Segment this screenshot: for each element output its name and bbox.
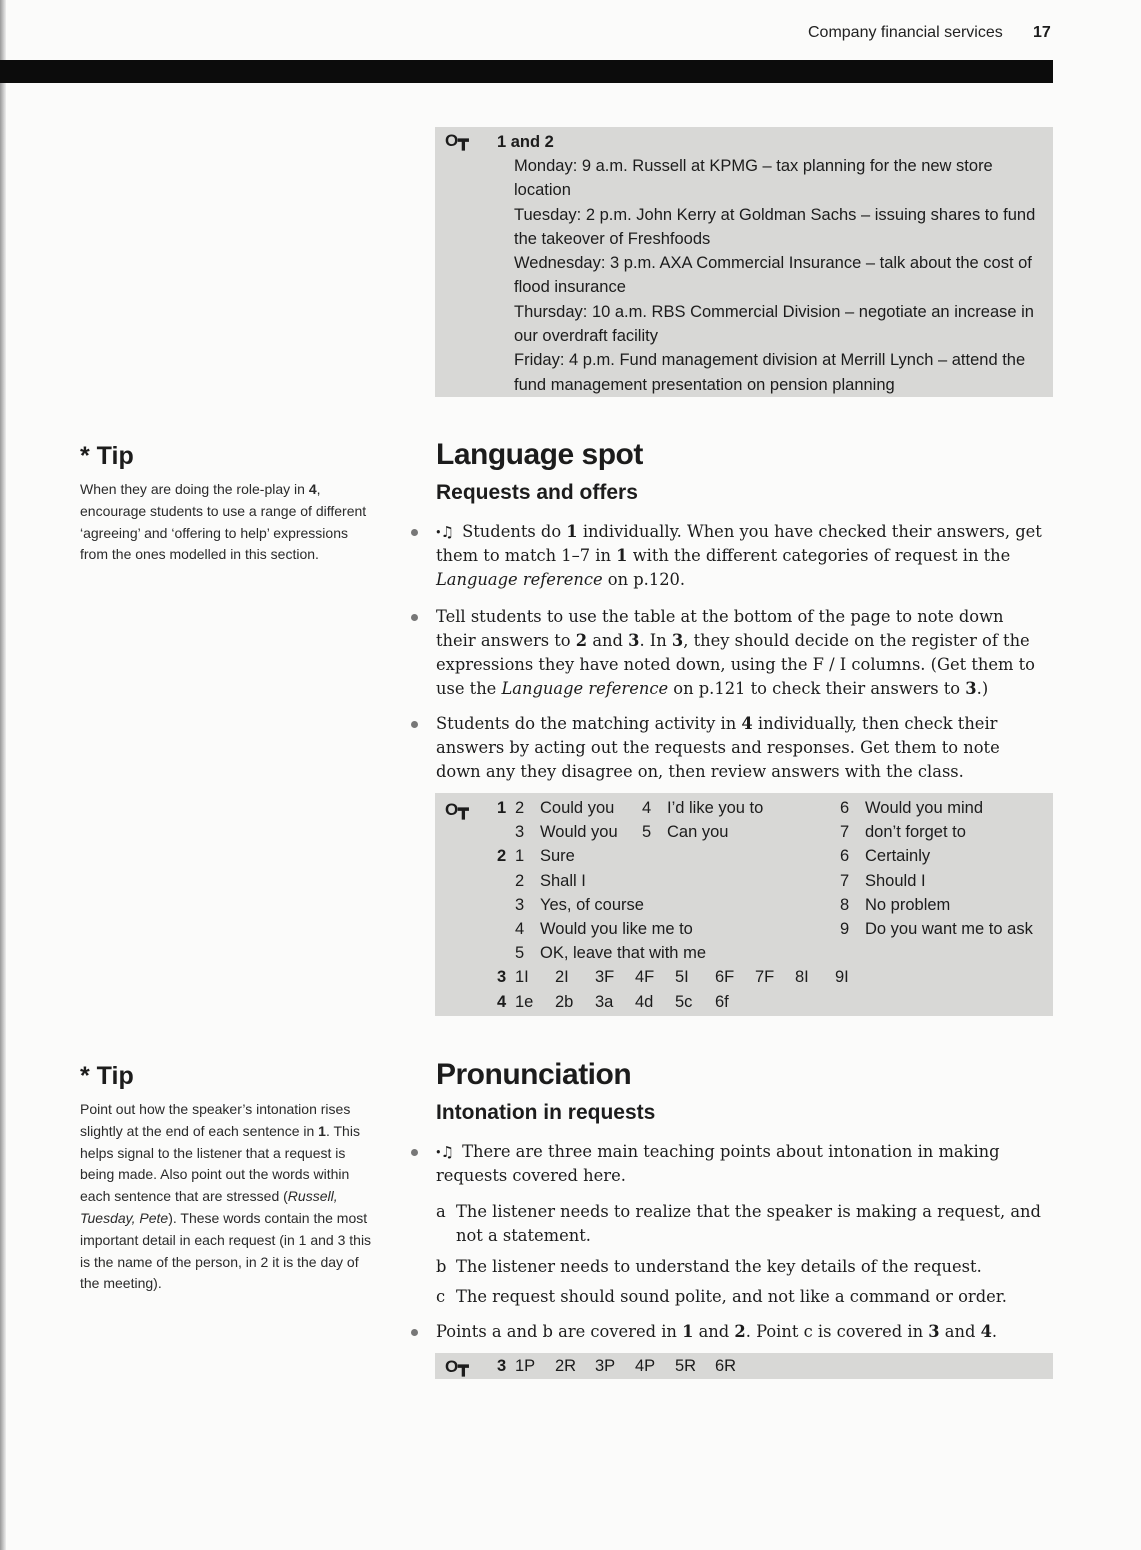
register-answer: 6F (715, 968, 735, 987)
text-run: Tell students to use the table at the bottom of the page to note down their answers to (436, 607, 1004, 650)
match-answer: 6f (715, 992, 729, 1011)
answer-text: No problem (865, 895, 951, 914)
point-text: The listener needs to realize that the speaker is making a request, and not a statement. (456, 1202, 1041, 1245)
intonation-answer: 2R (555, 1357, 577, 1375)
point-text: The listener needs to understand the key details of the request. (456, 1257, 982, 1276)
italic-ref: Russell, Tuesday, Pete (80, 1188, 338, 1226)
intonation-answer: 6R (715, 1357, 737, 1375)
point-letter: a (436, 1202, 446, 1221)
text-run: and (587, 631, 629, 650)
bold-ref: 3 (628, 631, 640, 650)
intonation-answer: 5R (675, 1357, 697, 1375)
running-title: Company financial services (808, 24, 1003, 41)
answer-text: Can you (667, 823, 729, 842)
register-answer: 7F (755, 968, 775, 987)
text-run: on p.121 to check their answers to (668, 679, 966, 698)
tip-body (80, 1099, 375, 1295)
bold-ref: 1 (318, 1122, 326, 1139)
item-number: 2 (515, 799, 525, 817)
bold-ref: 4 (308, 481, 317, 497)
text-run: Point out how the speaker’s intonation rises slightly at the end of each sentence in (80, 1101, 351, 1139)
register-answer: 9I (835, 968, 849, 987)
match-answer: 3a (595, 992, 614, 1011)
intonation-answer: 1P (515, 1357, 536, 1375)
bold-ref: 4 (980, 1322, 992, 1341)
match-answer: 1e (515, 992, 534, 1011)
section-subtitle: Intonation in requests (436, 1101, 656, 1124)
answer-text: Shall I (540, 871, 586, 890)
item-number: 4 (642, 799, 652, 817)
schedule-list (514, 154, 1046, 397)
italic-ref: Language reference (436, 570, 603, 589)
text-run: , they should decide on the register of the expressions they have noted down, using the F / I columns. (Get them to use the (436, 631, 1035, 698)
answer-text: Do you want me to ask (865, 920, 1033, 938)
schedule-item: Friday: 4 p.m. Fund management division at Merrill Lynch – attend the fund management presentation on pension planning (514, 351, 1026, 394)
question-number: 3 (497, 968, 507, 987)
page-number: 17 (1033, 24, 1051, 41)
item-number: 5 (642, 823, 652, 842)
bold-ref: 3 (928, 1322, 940, 1341)
bold-ref: 3 (671, 631, 684, 650)
answer-text: Certainly (865, 847, 931, 866)
key-icon: O┳ (445, 800, 469, 819)
item-number: 5 (515, 944, 525, 963)
tip-body (80, 479, 375, 566)
item-number: 7 (840, 823, 850, 842)
answer-label: 1 and 2 (497, 133, 554, 151)
item-number: 4 (515, 920, 525, 938)
text-run: and (693, 1322, 735, 1341)
question-number: 1 (497, 799, 507, 817)
schedule-item: Thursday: 10 a.m. RBS Commercial Division – negotiate an increase in our overdraft facility (514, 302, 1034, 346)
section-title: Language spot (436, 438, 643, 471)
answer-text: Sure (540, 847, 575, 866)
register-answer: 5I (675, 968, 689, 987)
answer-text: OK, leave that with me (540, 944, 706, 963)
text-run: and (939, 1322, 981, 1341)
text-run: . Point c is covered in (745, 1322, 929, 1341)
question-number: 4 (497, 992, 507, 1011)
bold-ref: 1 (616, 546, 628, 565)
item-number: 3 (515, 823, 525, 842)
intonation-answer: 4P (635, 1357, 656, 1375)
answer-key-box-2 (435, 793, 1053, 1016)
bullet (411, 1149, 418, 1156)
header-bar (0, 60, 1053, 83)
teaching-point (436, 1200, 1046, 1248)
text-run: ). These words contain the most important detail in each request (in 1 and 3 this is the name of the person, in 2 it is the day of the meeting). (80, 1209, 372, 1292)
register-answer: 3F (595, 968, 615, 987)
answer-text: Would you (540, 823, 618, 842)
text-run: . This helps signal to the listener that a request is being made. Also point out the words within each sentence that are stressed ( (80, 1122, 360, 1205)
bullet (411, 614, 418, 621)
tip-heading: * Tip (80, 442, 134, 470)
match-answer: 5c (675, 992, 693, 1011)
register-answer: 4F (635, 968, 655, 987)
teaching-point (436, 1285, 1046, 1309)
item-number: 2 (515, 871, 525, 890)
bold-ref: 2 (575, 631, 588, 650)
answer-text: Could you (540, 799, 615, 817)
answer-text: Yes, of course (540, 895, 644, 914)
answer-key-box-3 (435, 1353, 1053, 1379)
answer-text: Would you mind (865, 799, 984, 817)
item-number: 1 (515, 847, 525, 866)
bold-ref: 4 (741, 714, 753, 733)
item-number: 3 (515, 895, 525, 914)
text-run: When they are doing the role-play in (80, 481, 309, 497)
text-run: Students do (462, 522, 567, 541)
item-number: 7 (840, 871, 850, 890)
register-answer: 2I (555, 968, 569, 987)
text-run: individually, then check their answers by acting out the requests and responses. Get them to note down any they disagree on, then review answers with the class. (436, 714, 1000, 781)
text-run: . In (639, 631, 672, 650)
question-number: 3 (497, 1357, 507, 1375)
bold-ref: 1 (682, 1322, 694, 1341)
text-run: with the different categories of request in the (627, 546, 1011, 565)
register-answer: 8I (795, 968, 809, 987)
text-run: Points a and b are covered in (436, 1322, 683, 1341)
register-answer: 1I (515, 968, 529, 987)
paragraph (436, 605, 1048, 701)
schedule-item: Tuesday: 2 p.m. John Kerry at Goldman Sachs – issuing shares to fund the takeover of Freshfoods (514, 205, 1036, 248)
tip-heading: * Tip (80, 1062, 134, 1090)
bullet (411, 721, 418, 728)
point-letter: c (436, 1287, 446, 1306)
italic-ref: Language reference (501, 679, 669, 698)
match-answer: 2b (555, 992, 574, 1011)
question-number: 2 (497, 847, 507, 866)
answer-text: Should I (865, 871, 926, 890)
schedule-item: Wednesday: 3 p.m. AXA Commercial Insurance – talk about the cost of flood insurance (514, 254, 1032, 297)
text-run: individually. When you have checked their answers, get them to match 1–7 in (436, 522, 1042, 565)
item-number: 6 (840, 847, 850, 866)
point-text: The request should sound polite, and not like a command or order. (456, 1287, 1007, 1306)
text-run: Students do the matching activity in (436, 714, 742, 733)
item-number: 8 (840, 895, 850, 914)
teaching-point (436, 1255, 1046, 1279)
bold-ref: 1 (566, 522, 578, 541)
audio-icon: ꞏ♫ (436, 1143, 455, 1161)
intonation-answer: 3P (595, 1357, 616, 1375)
paragraph (436, 1140, 1048, 1188)
schedule-item: Monday: 9 a.m. Russell at KPMG – tax planning for the new store location (514, 157, 993, 200)
paragraph (436, 1320, 1048, 1344)
text-run: .) (976, 679, 989, 698)
item-number: 6 (840, 799, 850, 817)
key-icon: O┳ (445, 1357, 469, 1376)
bold-ref: 3 (965, 679, 977, 698)
text-run: , encourage students to use a range of different ‘agreeing’ and ‘offering to help’ expressions from the ones modelled in this section. (80, 481, 367, 563)
section-subtitle: Requests and offers (436, 481, 638, 504)
key-icon: O┳ (445, 131, 469, 150)
answer-key-box-1 (435, 127, 1053, 397)
item-number: 9 (840, 920, 850, 938)
point-letter: b (436, 1257, 447, 1276)
answer-text: I’d like you to (667, 799, 764, 817)
page-edge-shadow (0, 0, 6, 1550)
text-run: . (991, 1322, 998, 1341)
answer-text: don’t forget to (865, 823, 966, 842)
intro-text: There are three main teaching points about intonation in making requests covered here. (436, 1142, 1000, 1185)
audio-icon: ꞏ♫ (436, 523, 455, 541)
section-title: Pronunciation (436, 1058, 632, 1091)
paragraph (436, 520, 1048, 592)
paragraph (436, 712, 1048, 784)
text-run: on p.120. (602, 570, 686, 589)
match-answer: 4d (635, 992, 654, 1011)
bullet (411, 1329, 418, 1336)
bullet (411, 529, 418, 536)
bold-ref: 2 (734, 1322, 746, 1341)
answer-text: Would you like me to (540, 920, 693, 938)
